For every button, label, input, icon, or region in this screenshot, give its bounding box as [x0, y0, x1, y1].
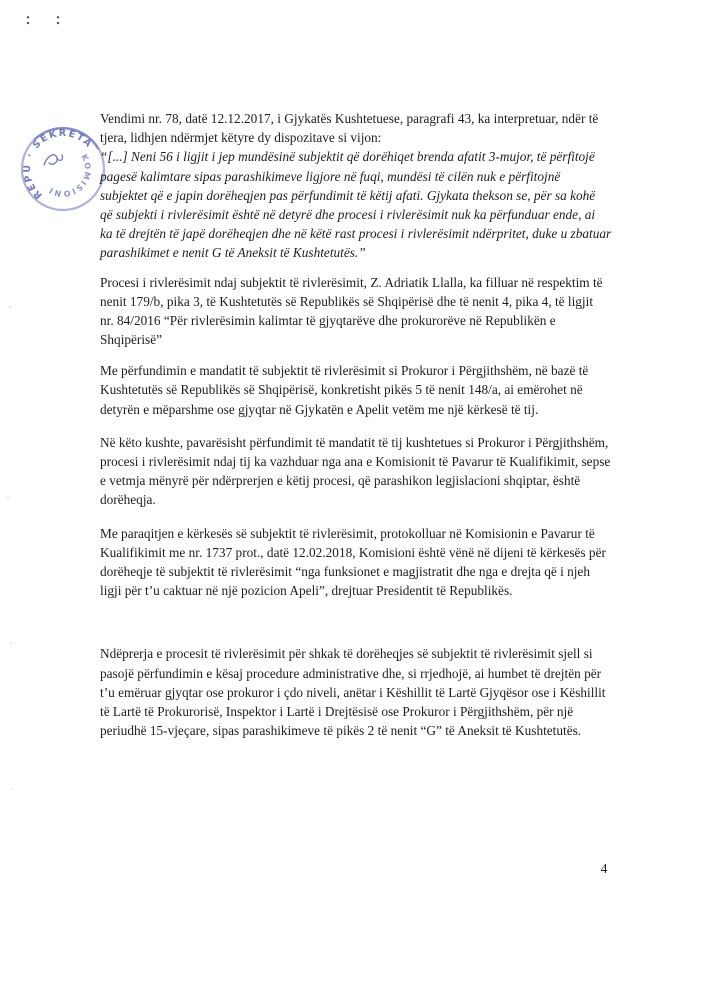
text-line: të Lartë të Prokurorisë, Inspektor i Lartë i Drejtësisë ose Prokuror i Përgjithshëm, për një [100, 703, 574, 719]
scan-speck [11, 788, 13, 790]
stamp-outer-text: REPU · SEKRETA [21, 127, 95, 201]
text-line: pasojë përfundimin e kësaj procedure administrative dhe, si rrjedhojë, ai humbet të drejtën për [100, 665, 602, 681]
stamp-inner-text: KOMISIONI [46, 152, 93, 199]
text-line: Shqipërisë” [100, 332, 163, 348]
text-line: procesi i rivlerësimit ndaj tij ka vazhduar nga ana e Komisionit të Pavarur të Kualifikimit, sepse [100, 454, 611, 469]
text-line: “[...] Neni 56 i ligjit i jep mundësinë subjektit që dorëhiqet brenda afatit 3-mujor, të përfitojë [100, 149, 595, 165]
text-line: dorëheqja. [100, 492, 156, 508]
scan-speck [10, 642, 12, 644]
stamp-inner-text-curve [45, 151, 104, 210]
text-line: periudhë 15-vjeçare, sipas parashikimeve të pikës 2 të nenit “G” të Aneksit të Kushtetutës. [100, 723, 582, 739]
paragraph-4 [100, 433, 613, 510]
text-line: Ndëprerja e procesit të rivlerësimit për shkak të dorëheqjes së subjektit të rivlerësimit sjell si [100, 646, 593, 662]
text-line: Me paraqitjen e kërkesës së subjektit të rivlerësimit, protokolluar në Komisionin e Pavarur të [100, 525, 595, 541]
text-line: Procesi i rivlerësimit ndaj subjektit të rivlerësimit, Z. Adriatik Llalla, ka filluar në respektim të [100, 274, 603, 290]
text-line: Me përfundimin e mandatit të subjektit të rivlerësimit si Prokuror i Përgjithshëm, në bazë të [100, 363, 589, 379]
text-line: ligji për t’u caktuar në një pozicion Apeli”, drejtuar Presidentit të Republikës. [100, 583, 513, 599]
text-line: Vendimi nr. 78, datë 12.12.2017, i Gjykatës Kushtetuese, paragrafi 43, ka interpretuar, ndër të [100, 111, 599, 126]
text-line: pagesë kalimtare sipas parashikimeve ligjore në fuqi, mundësi të cilën nuk e përfitojnë [100, 168, 561, 184]
text-line: nenit 179/b, pika 3, të Kushtetutës së Republikës së Shqipërisë dhe të nenit 4, pika 4, të ligjit [100, 293, 594, 309]
text-line: ka të drejtën të japë dorëheqjen dhe në këtë rast procesi i rivlerësimit ndërpritet, duke u zbatuar [100, 226, 612, 242]
document-body [100, 109, 613, 740]
scan-mark: : [55, 8, 62, 29]
text-line: subjektet që e japin dorëheqjen pas përfundimit të këtij afati. Gjykata thekson se, për sa kohë [100, 187, 596, 203]
text-line: Kualifikimit me nr. 1737 prot., datë 12.02.2018, Komisioni është vënë në dijeni të kërkesës për [100, 544, 606, 560]
text-line: nr. 84/2016 “Për rivlerësimin kalimtar të gjyqtarëve dhe prokurorëve në Republikën e [100, 312, 556, 328]
text-line: Kushtetutës së Republikës së Shqipërisë, konkretisht pikës 5 të nenit 148/a, ai emërohet në [100, 382, 583, 398]
scan-mark: : [25, 8, 32, 29]
text-line: Në këto kushte, pavarësisht përfundimit të mandatit të tij kushtetues si Prokuror i Përgjithshëm, [100, 434, 609, 450]
stamp-initials-mark [44, 155, 62, 165]
text-line: t’u emëruar gjyqtar ose prokuror i çdo niveli, anëtar i Këshillit të Lartë Gjyqësor ose i Këshillit [100, 684, 606, 700]
text-line: dorëheqje të subjektit të rivlerësimit “nga funksionet e magjistratit dhe nga e drejta që i njeh [100, 563, 590, 579]
text-line: detyrën e mëparshme ose gjyqtar në Gjykatën e Apelit vetëm me një kërkesë të tij. [100, 401, 539, 417]
text-line: tjera, lidhjen ndërmjet këtyre dy dispozitave si vijon: [100, 130, 382, 146]
text-line: që subjekti i rivlerësimit është në detyrë dhe procesi i rivlerësimit nuk ka përfunduar ende, ai [100, 206, 596, 222]
paragraph-1 [100, 109, 613, 263]
scan-speck [9, 306, 11, 308]
paragraph-5 [100, 524, 613, 601]
text-line: e vetmja mënyrë për ndërprerjen e këtij procesi, që parashikon legjislacioni shqiptar, është [100, 473, 581, 489]
paragraph-6 [100, 644, 613, 740]
paragraph-2 [100, 273, 613, 350]
paragraph-3 [100, 361, 613, 419]
page-number: 4 [600, 861, 608, 876]
text-line: parashikimet e nenit G të Aneksit të Kushtetutës.” [100, 245, 366, 261]
official-stamp [16, 118, 112, 220]
scan-speck [7, 497, 9, 500]
